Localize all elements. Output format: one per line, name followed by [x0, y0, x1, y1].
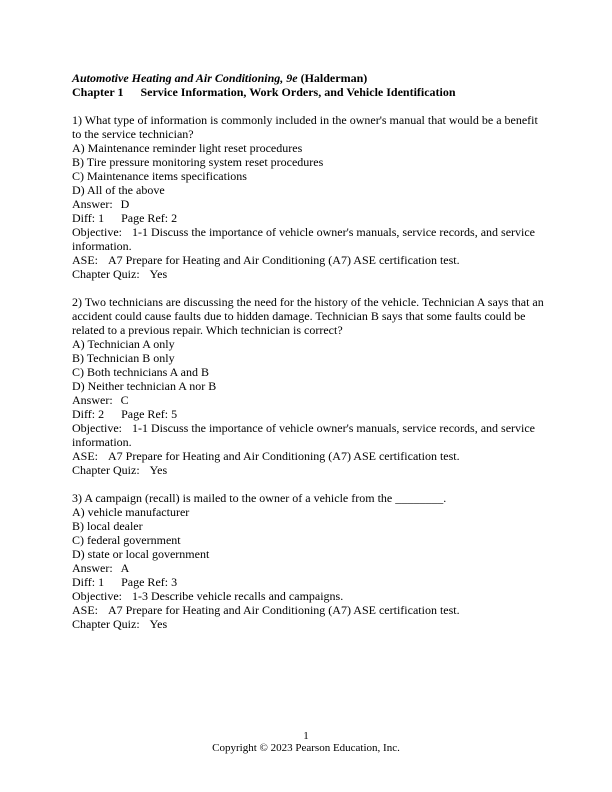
objective-value: 1-1 Discuss the importance of vehicle owner's manuals, service records, and service information.	[72, 225, 536, 253]
objective-label: Objective:	[72, 421, 122, 435]
ase-label: ASE:	[72, 253, 99, 267]
question-number: 2)	[72, 295, 82, 309]
choice-b: B) local dealer	[72, 519, 143, 533]
diff-line	[72, 211, 548, 225]
diff-value: 1	[98, 211, 105, 225]
page-ref-value: 5	[171, 407, 178, 421]
objective-label: Objective:	[72, 589, 122, 603]
ase-value: A7 Prepare for Heating and Air Conditioning (A7) ASE certification test.	[108, 603, 460, 617]
choice-c: C) Both technicians A and B	[72, 365, 209, 379]
document-header	[72, 71, 548, 99]
diff-label: Diff:	[72, 575, 96, 589]
chapter-quiz-value: Yes	[149, 617, 168, 631]
diff-value: 1	[98, 575, 105, 589]
page-ref-value: 3	[171, 575, 178, 589]
choice-b: B) Tire pressure monitoring system reset procedures	[72, 155, 324, 169]
ase-line	[72, 253, 548, 267]
chapter-title: Service Information, Work Orders, and Vehicle Identification	[140, 85, 456, 99]
chapter-label: Chapter 1	[72, 85, 124, 99]
ase-value: A7 Prepare for Heating and Air Conditioning (A7) ASE certification test.	[108, 253, 460, 267]
choice-d: D) All of the above	[72, 183, 165, 197]
answer-line	[72, 393, 548, 407]
answer-line	[72, 197, 548, 211]
chapter-quiz-line	[72, 267, 548, 281]
chapter-quiz-label: Chapter Quiz:	[72, 617, 140, 631]
question-stem: What type of information is commonly included in the owner's manual that would be a benefit to the service technician?	[72, 113, 538, 141]
document-content	[72, 71, 548, 645]
choice-d: D) Neither technician A nor B	[72, 379, 217, 393]
chapter-line	[72, 85, 548, 99]
question-stem: Two technicians are discussing the need for the history of the vehicle. Technician A says that an accident could cause faults due to hidden damage. Technician B says that some faults could be related to a previous repair. Which technician is correct?	[72, 295, 544, 337]
page-ref-label: Page Ref:	[121, 211, 169, 225]
question-text	[72, 295, 548, 337]
answer-label: Answer:	[72, 197, 113, 211]
answer-label: Answer:	[72, 561, 113, 575]
objective-value: 1-1 Discuss the importance of vehicle owner's manuals, service records, and service information.	[72, 421, 536, 449]
ase-label: ASE:	[72, 603, 99, 617]
objective-line	[72, 589, 548, 603]
question-block-3	[72, 491, 548, 631]
question-number: 1)	[72, 113, 82, 127]
page-ref-label: Page Ref:	[121, 407, 169, 421]
chapter-quiz-line	[72, 617, 548, 631]
question-text	[72, 491, 548, 505]
diff-line	[72, 407, 548, 421]
page-footer	[0, 730, 612, 754]
chapter-quiz-label: Chapter Quiz:	[72, 463, 140, 477]
diff-line	[72, 575, 548, 589]
question-number: 3)	[72, 491, 82, 505]
objective-value: 1-3 Describe vehicle recalls and campaigns.	[131, 589, 344, 603]
question-block-1	[72, 113, 548, 281]
answer-label: Answer:	[72, 393, 113, 407]
answer-value: D	[120, 197, 130, 211]
page-ref-value: 2	[171, 211, 178, 225]
page-number: 1	[303, 730, 309, 742]
ase-line	[72, 449, 548, 463]
title-line	[72, 71, 548, 85]
choice-a: A) vehicle manufacturer	[72, 505, 190, 519]
choice-b: B) Technician B only	[72, 351, 175, 365]
ase-line	[72, 603, 548, 617]
choice-c: C) Maintenance items specifications	[72, 169, 247, 183]
choice-d: D) state or local government	[72, 547, 210, 561]
objective-line	[72, 225, 548, 253]
page-ref-label: Page Ref:	[121, 575, 169, 589]
answer-value: C	[120, 393, 129, 407]
choice-a: A) Technician A only	[72, 337, 175, 351]
question-text	[72, 113, 548, 141]
chapter-quiz-label: Chapter Quiz:	[72, 267, 140, 281]
objective-line	[72, 421, 548, 449]
copyright-notice: Copyright © 2023 Pearson Education, Inc.	[212, 742, 400, 754]
chapter-quiz-line	[72, 463, 548, 477]
book-title: Automotive Heating and Air Conditioning, 9e	[72, 71, 298, 85]
book-author: (Halderman)	[300, 71, 368, 85]
answer-line	[72, 561, 548, 575]
diff-label: Diff:	[72, 211, 96, 225]
ase-value: A7 Prepare for Heating and Air Conditioning (A7) ASE certification test.	[108, 449, 460, 463]
chapter-quiz-value: Yes	[149, 463, 168, 477]
diff-label: Diff:	[72, 407, 96, 421]
question-block-2	[72, 295, 548, 477]
choice-c: C) federal government	[72, 533, 181, 547]
objective-label: Objective:	[72, 225, 122, 239]
answer-value: A	[120, 561, 130, 575]
diff-value: 2	[98, 407, 105, 421]
chapter-quiz-value: Yes	[149, 267, 168, 281]
question-stem: A campaign (recall) is mailed to the owner of a vehicle from the ________.	[84, 491, 447, 505]
ase-label: ASE:	[72, 449, 99, 463]
choice-a: A) Maintenance reminder light reset procedures	[72, 141, 303, 155]
